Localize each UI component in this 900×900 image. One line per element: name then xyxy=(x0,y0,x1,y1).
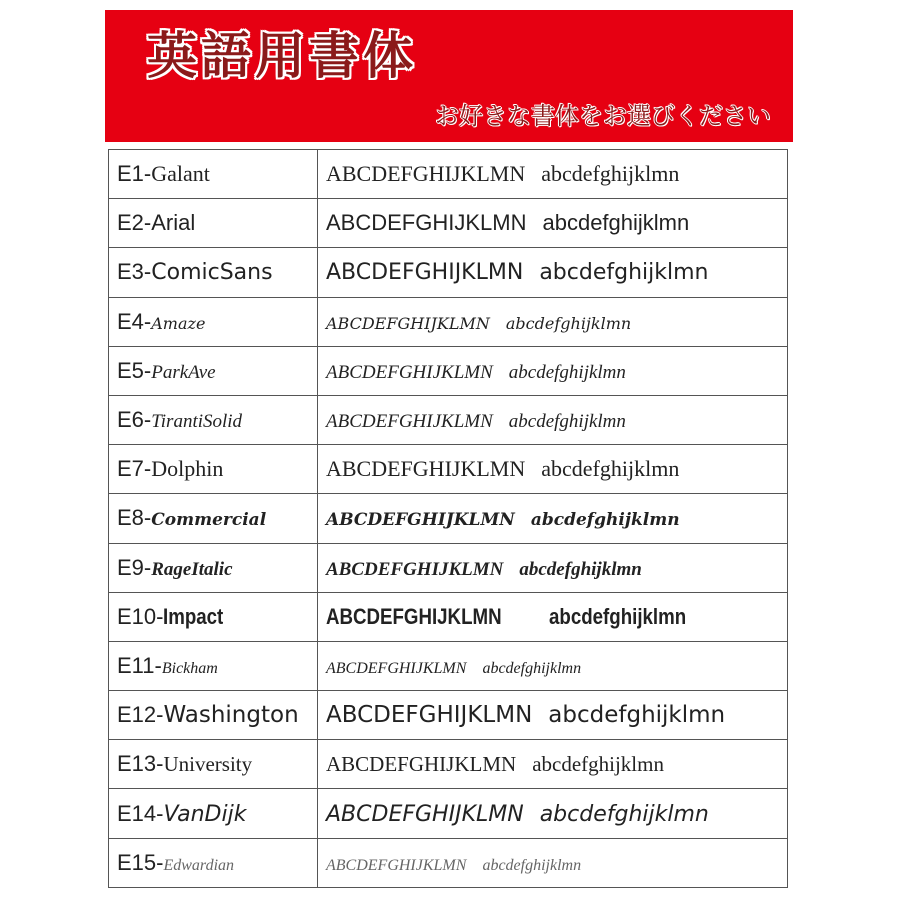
font-row[interactable] xyxy=(109,691,788,740)
font-sample-cell xyxy=(318,395,788,444)
lowercase-sample: abcdefghijklmn xyxy=(508,411,626,433)
font-sample-cell xyxy=(318,297,788,346)
lowercase-sample: abcdefghijklmn xyxy=(548,603,686,629)
uppercase-sample: ABCDEFGHIJKLMN xyxy=(326,313,490,333)
font-name-cell xyxy=(109,297,318,346)
lowercase-sample: abcdefghijklmn xyxy=(541,456,680,482)
font-sample-cell xyxy=(318,592,788,641)
font-name-cell xyxy=(109,445,318,494)
font-name: Galant xyxy=(151,161,210,187)
font-row[interactable] xyxy=(109,838,788,887)
font-row[interactable] xyxy=(109,445,788,494)
page-title: 英語用書体 xyxy=(147,27,417,85)
font-sample-table xyxy=(108,149,788,888)
font-name: Impact xyxy=(163,603,224,629)
font-row[interactable] xyxy=(109,494,788,543)
font-code: E7- xyxy=(117,456,152,482)
font-name: VanDijk xyxy=(163,801,247,827)
lowercase-sample: abcdefghijklmn xyxy=(530,510,680,531)
font-sample-cell xyxy=(318,445,788,494)
font-code: E14- xyxy=(117,800,164,826)
font-row[interactable] xyxy=(109,297,788,346)
font-name: Arial xyxy=(151,210,196,236)
font-code: E3- xyxy=(117,259,152,285)
font-sample-cell xyxy=(318,740,788,789)
font-sample-cell xyxy=(318,691,788,740)
font-name-cell xyxy=(109,789,318,838)
uppercase-sample: ABCDEFGHIJKLMN xyxy=(326,558,504,580)
uppercase-sample: ABCDEFGHIJKLMN xyxy=(326,801,524,827)
font-name-cell xyxy=(109,346,318,395)
font-sample-cell xyxy=(318,789,788,838)
font-row[interactable] xyxy=(109,199,788,248)
uppercase-sample: ABCDEFGHIJKLMN xyxy=(326,603,502,629)
font-name: Washington xyxy=(163,702,299,729)
font-name-cell xyxy=(109,395,318,444)
font-name-cell xyxy=(109,691,318,740)
lowercase-sample: abcdefghijklmn xyxy=(539,260,709,286)
font-row[interactable] xyxy=(109,248,788,297)
uppercase-sample: ABCDEFGHIJKLMN xyxy=(326,210,527,236)
font-code: E12- xyxy=(117,702,164,728)
uppercase-sample: ABCDEFGHIJKLMN xyxy=(326,752,517,777)
font-code: E9- xyxy=(117,554,152,580)
font-code: E2- xyxy=(117,210,152,236)
font-name-cell xyxy=(109,199,318,248)
font-name: TirantiSolid xyxy=(151,411,243,433)
font-code: E8- xyxy=(117,505,152,531)
font-code: E6- xyxy=(117,407,152,433)
uppercase-sample: ABCDEFGHIJKLMN xyxy=(326,456,526,482)
font-code: E15- xyxy=(117,849,164,875)
font-name-cell xyxy=(109,248,318,297)
uppercase-sample: ABCDEFGHIJKLMN xyxy=(326,702,533,729)
font-name: Bickham xyxy=(161,659,218,677)
font-sample-cell xyxy=(318,641,788,690)
lowercase-sample: abcdefghijklmn xyxy=(505,313,632,333)
font-code: E10- xyxy=(117,603,164,629)
lowercase-sample: abcdefghijklmn xyxy=(508,361,626,383)
font-sample-cell xyxy=(318,346,788,395)
font-name: University xyxy=(163,752,253,777)
font-name-cell xyxy=(109,150,318,199)
lowercase-sample: abcdefghijklmn xyxy=(532,752,664,777)
font-row[interactable] xyxy=(109,150,788,199)
font-row[interactable] xyxy=(109,789,788,838)
font-name: Dolphin xyxy=(151,456,224,482)
font-sample-cell xyxy=(318,838,788,887)
font-name: Edwardian xyxy=(163,856,235,874)
font-name: RageItalic xyxy=(151,558,233,580)
lowercase-sample: abcdefghijklmn xyxy=(482,659,582,677)
font-row[interactable] xyxy=(109,543,788,592)
lowercase-sample: abcdefghijklmn xyxy=(541,161,680,187)
font-row[interactable] xyxy=(109,740,788,789)
header-banner xyxy=(105,10,793,142)
font-name-cell xyxy=(109,838,318,887)
font-name: ComicSans xyxy=(151,260,273,286)
page-subtitle: お好きな書体をお選びください xyxy=(435,102,771,130)
font-name: Amaze xyxy=(151,313,206,333)
lowercase-sample: abcdefghijklmn xyxy=(519,558,642,580)
font-row[interactable] xyxy=(109,395,788,444)
lowercase-sample: abcdefghijklmn xyxy=(482,856,582,874)
font-row[interactable] xyxy=(109,592,788,641)
font-sample-cell xyxy=(318,248,788,297)
font-code: E1- xyxy=(117,161,152,187)
font-code: E13- xyxy=(117,751,164,777)
font-sample-cell xyxy=(318,150,788,199)
lowercase-sample: abcdefghijklmn xyxy=(542,210,690,236)
font-name-cell xyxy=(109,641,318,690)
font-name-cell xyxy=(109,592,318,641)
uppercase-sample: ABCDEFGHIJKLMN xyxy=(326,361,493,383)
uppercase-sample: ABCDEFGHIJKLMN xyxy=(326,510,515,531)
uppercase-sample: ABCDEFGHIJKLMN xyxy=(326,856,467,874)
font-name: ParkAve xyxy=(151,361,216,383)
font-row[interactable] xyxy=(109,346,788,395)
uppercase-sample: ABCDEFGHIJKLMN xyxy=(326,161,526,187)
font-name-cell xyxy=(109,543,318,592)
lowercase-sample: abcdefghijklmn xyxy=(539,801,709,827)
font-name: Commercial xyxy=(151,510,267,531)
uppercase-sample: ABCDEFGHIJKLMN xyxy=(326,260,524,286)
lowercase-sample: abcdefghijklmn xyxy=(548,702,726,729)
font-sample-cell xyxy=(318,543,788,592)
uppercase-sample: ABCDEFGHIJKLMN xyxy=(326,659,467,677)
font-name-cell xyxy=(109,494,318,543)
font-name-cell xyxy=(109,740,318,789)
uppercase-sample: ABCDEFGHIJKLMN xyxy=(326,411,493,433)
font-code: E11- xyxy=(117,652,162,678)
font-code: E5- xyxy=(117,357,152,383)
font-row[interactable] xyxy=(109,641,788,690)
font-code: E4- xyxy=(117,308,152,334)
font-sample-cell xyxy=(318,494,788,543)
font-sample-cell xyxy=(318,199,788,248)
